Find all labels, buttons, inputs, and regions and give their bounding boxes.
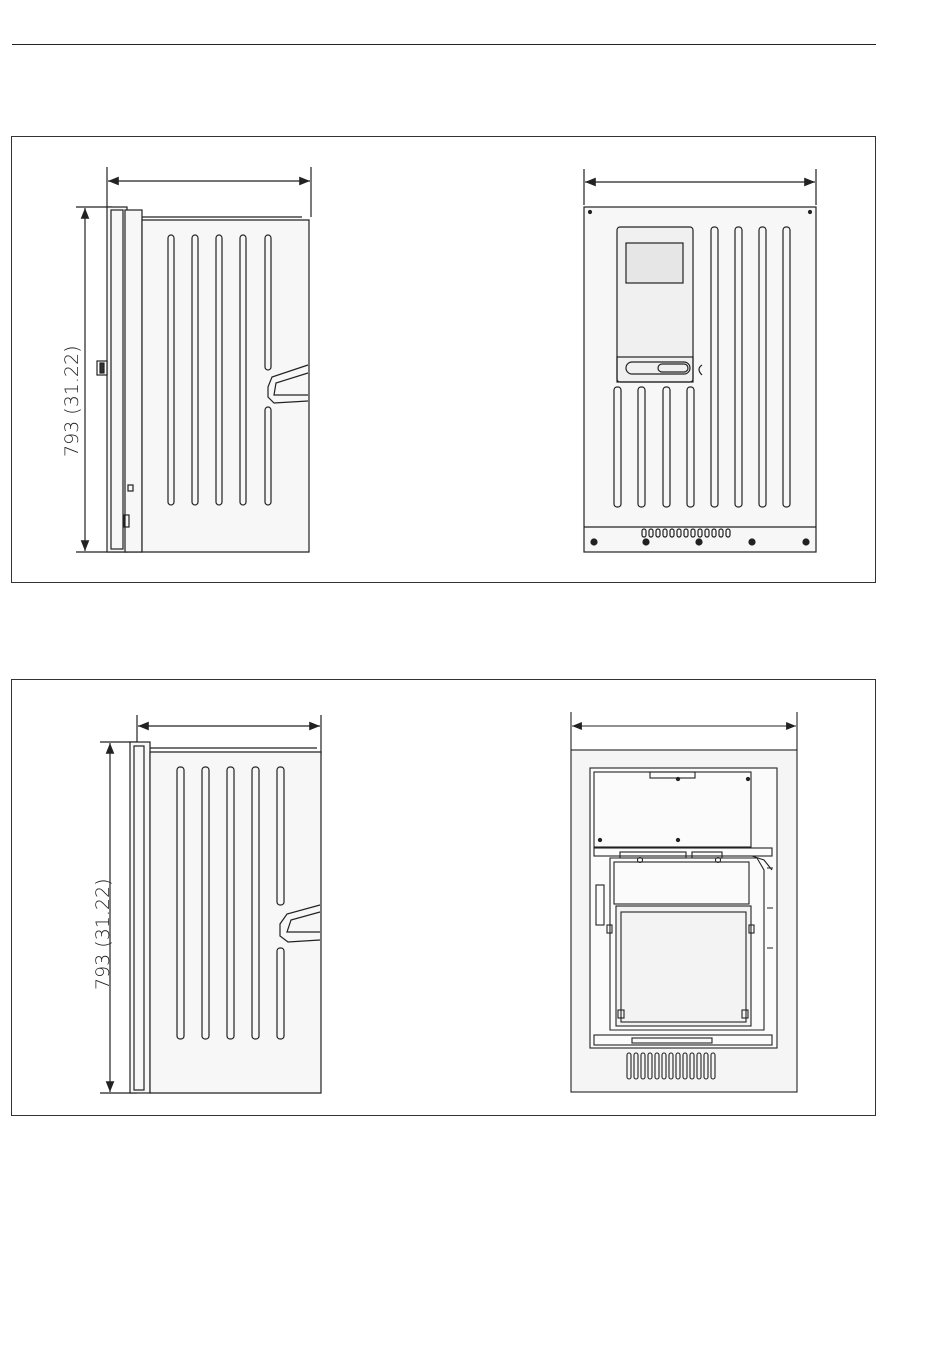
figure-2-drawing [12,680,877,1117]
side-view [76,167,311,552]
figure-1-drawing [12,137,877,584]
figure-2-height-label: 793 (31.22) [92,878,114,990]
front-view [584,169,816,552]
rear-view [571,712,797,1092]
header-rule [12,44,876,45]
figure-1-height-label: 793 (31.22) [61,345,83,457]
figure-2-frame [11,679,876,1116]
figure-1-frame [11,136,876,583]
display-screen [626,243,683,283]
side-view-2 [100,715,321,1093]
